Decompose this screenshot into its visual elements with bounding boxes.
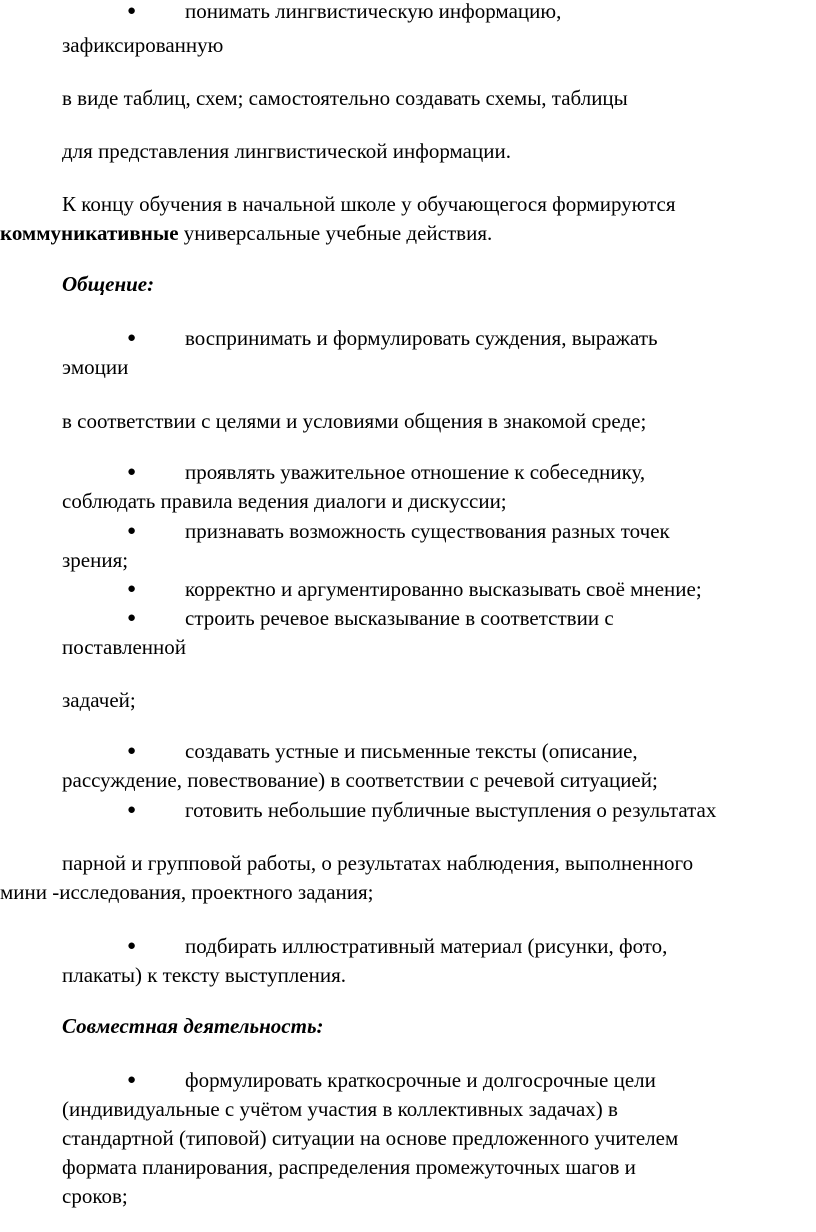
bullet-icon: ● xyxy=(127,802,137,818)
paragraph-line: в виде таблиц, схем; самостоятельно создавать схемы, таблицы xyxy=(62,86,628,110)
bullet-icon: ● xyxy=(127,1072,137,1088)
paragraph-line: строить речевое высказывание в соответствии с xyxy=(185,606,614,630)
bullet-icon: ● xyxy=(127,330,137,346)
paragraph-line: стандартной (типовой) ситуации на основе предложенного учителем xyxy=(62,1126,679,1150)
bullet-icon: ● xyxy=(127,523,137,539)
paragraph-line: проявлять уважительное отношение к собеседнику, xyxy=(185,460,646,484)
paragraph-line: плакаты) к тексту выступления. xyxy=(62,963,347,987)
paragraph-line: в соответствии с целями и условиями общения в знакомой среде; xyxy=(62,409,647,433)
paragraph-line: поставленной xyxy=(62,635,186,659)
paragraph-line: признавать возможность существования разных точек xyxy=(185,519,670,543)
paragraph-line: создавать устные и письменные тексты (описание, xyxy=(185,739,638,763)
bullet-icon: ● xyxy=(127,581,137,597)
paragraph-line: эмоции xyxy=(62,355,129,379)
section-heading: Общение: xyxy=(62,272,155,296)
paragraph-line: готовить небольшие публичные выступления о результатах xyxy=(185,798,717,822)
paragraph-line xyxy=(0,220,492,246)
paragraph-line: рассуждение, повествование) в соответствии с речевой ситуацией; xyxy=(62,768,658,792)
bullet-icon: ● xyxy=(127,464,137,480)
paragraph-line: формулировать краткосрочные и долгосрочные цели xyxy=(185,1068,656,1092)
paragraph-line: зафиксированную xyxy=(62,33,224,57)
paragraph-line: понимать лингвистическую информацию, xyxy=(185,0,562,23)
paragraph-line: парной и групповой работы, о результатах наблюдения, выполненного xyxy=(62,851,694,875)
paragraph-line: сроков; xyxy=(62,1184,128,1208)
bullet-icon: ● xyxy=(127,610,137,626)
paragraph-line: подбирать иллюстративный материал (рисунки, фото, xyxy=(185,934,668,958)
paragraph-line: задачей; xyxy=(62,688,136,712)
bullet-icon: ● xyxy=(127,938,137,954)
paragraph-line: формата планирования, распределения промежуточных шагов и xyxy=(62,1155,636,1179)
bold-term: коммуникативные xyxy=(0,221,179,245)
paragraph-line: мини -исследования, проектного задания; xyxy=(0,880,374,904)
paragraph-line: зрения; xyxy=(62,548,129,572)
bullet-icon: ● xyxy=(127,3,137,19)
paragraph-line: корректно и аргументированно высказывать своё мнение; xyxy=(185,577,702,601)
paragraph-text: универсальные учебные действия. xyxy=(178,221,493,245)
paragraph-line: соблюдать правила ведения диалоги и дискуссии; xyxy=(62,489,507,513)
paragraph-line: К концу обучения в начальной школе у обучающегося формируются xyxy=(62,192,676,216)
paragraph-line: для представления лингвистической информации. xyxy=(62,139,511,163)
section-heading: Совместная деятельность: xyxy=(62,1014,324,1038)
bullet-icon: ● xyxy=(127,743,137,759)
paragraph-line: (индивидуальные с учётом участия в коллективных задачах) в xyxy=(62,1097,618,1121)
paragraph-line: воспринимать и формулировать суждения, выражать xyxy=(185,326,658,350)
